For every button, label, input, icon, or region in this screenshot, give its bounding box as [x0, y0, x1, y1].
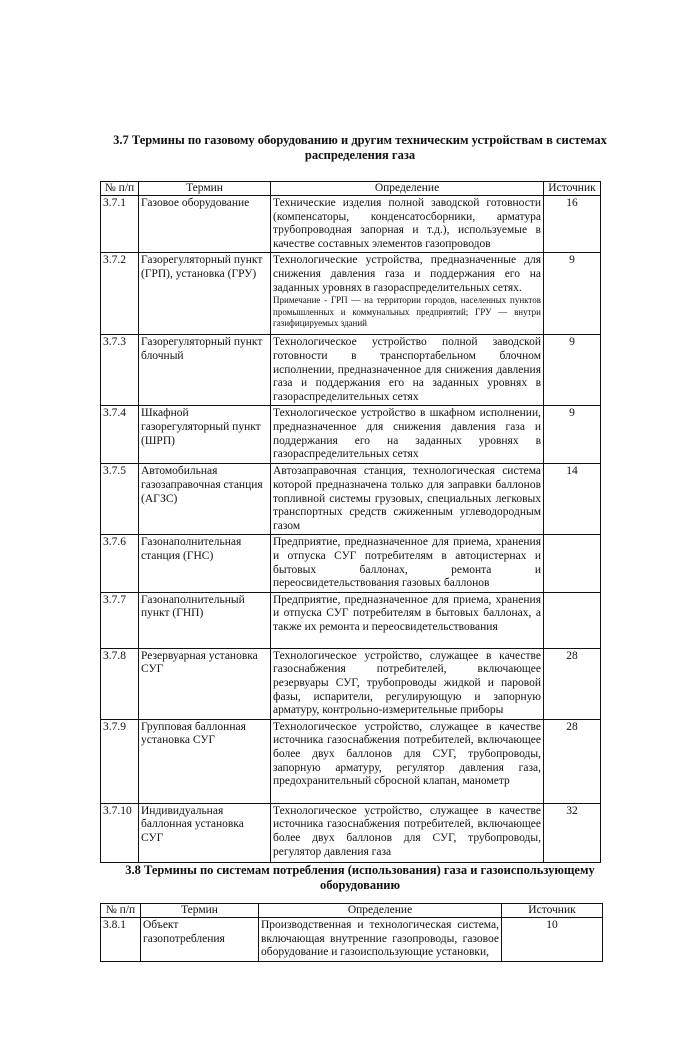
header-term: Термин	[139, 182, 271, 196]
row-source: 28	[544, 648, 601, 719]
row-number: 3.7.5	[101, 464, 139, 535]
row-definition: Автозаправочная станция, технологическая система которой предназначена только для заправки баллонов топливной системы грузовых, специальных легковых транспортных средств сжиженным углеводородным газом	[271, 464, 544, 535]
row-definition: Производственная и технологическая система, включающая внутренние газопроводы, газовое оборудование и газоиспользующие установки,	[259, 918, 502, 962]
table-3-8	[100, 903, 603, 962]
row-number: 3.7.3	[101, 335, 139, 406]
table-row	[101, 803, 601, 862]
row-number: 3.7.7	[101, 592, 139, 648]
table-row	[101, 335, 601, 406]
row-number: 3.8.1	[101, 918, 141, 962]
table-row	[101, 719, 601, 803]
table-row	[101, 464, 601, 535]
row-term: Газовое оборудование	[139, 196, 271, 253]
row-number: 3.7.1	[101, 196, 139, 253]
row-term: Газонаполнительная станция (ГНС)	[139, 535, 271, 592]
table-row	[101, 648, 601, 719]
row-term: Газорегуляторный пункт (ГРП), установка (ГРУ)	[139, 253, 271, 335]
row-number: 3.7.4	[101, 406, 139, 464]
row-number: 3.7.6	[101, 535, 139, 592]
row-definition: Технологическое устройство, служащее в качестве источника газоснабжения потребителей, включающее более двух баллонов для СУГ, трубопроводы, запорную арматуру, регулятор давления газа, предохранительный сбросной клапан, манометр	[271, 719, 544, 803]
row-term: Шкафной газорегуляторный пункт (ШРП)	[139, 406, 271, 464]
row-source: 32	[544, 803, 601, 862]
row-source: 9	[544, 253, 601, 335]
row-number: 3.7.10	[101, 803, 139, 862]
row-term: Резервуарная установка СУГ	[139, 648, 271, 719]
table-3-7-header-row	[101, 182, 601, 196]
table-3-7	[100, 181, 601, 863]
section-3-8-title-line1: 3.8 Термины по системам потребления (использования) газа и газоиспользующему	[125, 863, 595, 877]
table-row	[101, 196, 601, 253]
row-definition: Предприятие, предназначенное для приема, хранения и отпуска СУГ потребителям в автоцистернах и бытовых баллонах, ремонта и переосвидетельствования газовых баллонов	[271, 535, 544, 592]
row-source: 28	[544, 719, 601, 803]
row-definition: Технологическое устройство полной заводской готовности в транспортабельном блочном исполнении, предназначенное для снижения давления газа и поддержания его на заданных уровнях в газораспределительных сетях	[271, 335, 544, 406]
header-term: Термин	[141, 904, 259, 918]
header-source: Источник	[544, 182, 601, 196]
table-row	[101, 592, 601, 648]
header-source: Источник	[502, 904, 603, 918]
table-row	[101, 253, 601, 335]
row-definition: Технологическое устройство, служащее в качестве газоснабжения потребителей, включающее резервуары СУГ, трубопроводы жидкой и паровой фазы, испарители, регулирующую и запорную арматуру, контрольно-измерительные приборы	[271, 648, 544, 719]
header-number: № п/п	[101, 904, 141, 918]
row-definition	[271, 253, 544, 335]
table-row	[101, 406, 601, 464]
row-source: 14	[544, 464, 601, 535]
section-3-7-title-line2: распределения газа	[304, 148, 416, 162]
row-definition-text: Технологические устройства, предназначенные для снижения давления газа и поддержания его на заданных уровнях в газораспределительных сетях.	[273, 254, 541, 294]
row-term: Автомобильная газозаправочная станция (АГЗС)	[139, 464, 271, 535]
row-definition-note: Примечание - ГРП — на территории городов, населенных пунктов промышленных и коммунальных предприятий; ГРУ — внутри газифицируемых зданий	[273, 295, 541, 328]
row-term: Газонаполнительный пункт (ГНП)	[139, 592, 271, 648]
row-number: 3.7.2	[101, 253, 139, 335]
row-source	[544, 592, 601, 648]
section-3-7-title	[100, 133, 620, 163]
section-3-8-title-line2: оборудованию	[319, 878, 401, 892]
header-number: № п/п	[101, 182, 139, 196]
row-definition: Предприятие, предназначенное для приема, хранения и отпуска СУГ потребителям в бытовых баллонах, а также их ремонта и переосвидетельствования	[271, 592, 544, 648]
row-source: 9	[544, 406, 601, 464]
header-definition: Определение	[271, 182, 544, 196]
row-definition: Технические изделия полной заводской готовности (компенсаторы, конденсатосборники, арматура трубопроводная запорная и т.д.), используемые в качестве составных элементов газопроводов	[271, 196, 544, 253]
row-term: Групповая баллонная установка СУГ	[139, 719, 271, 803]
row-number: 3.7.8	[101, 648, 139, 719]
table-row	[101, 535, 601, 592]
row-term: Индивидуальная баллонная установка СУГ	[139, 803, 271, 862]
table-3-8-header-row	[101, 904, 603, 918]
row-definition: Технологическое устройство, служащее в качестве источника газоснабжения потребителей, включающее более двух баллонов для СУГ, трубопроводы, регулятор давления газа	[271, 803, 544, 862]
row-source: 10	[502, 918, 603, 962]
row-number: 3.7.9	[101, 719, 139, 803]
row-source: 9	[544, 335, 601, 406]
row-definition: Технологическое устройство в шкафном исполнении, предназначенное для снижения давления газа и поддержания его на заданных уровнях в газораспределительных сетях	[271, 406, 544, 464]
row-term: Газорегуляторный пункт блочный	[139, 335, 271, 406]
row-source: 16	[544, 196, 601, 253]
section-3-8-title	[100, 863, 620, 893]
table-row	[101, 918, 603, 962]
header-definition: Определение	[259, 904, 502, 918]
section-3-7-title-line1: 3.7 Термины по газовому оборудованию и другим техническим устройствам в системах	[113, 133, 607, 147]
row-term: Объект газопотребления	[141, 918, 259, 962]
row-source	[544, 535, 601, 592]
